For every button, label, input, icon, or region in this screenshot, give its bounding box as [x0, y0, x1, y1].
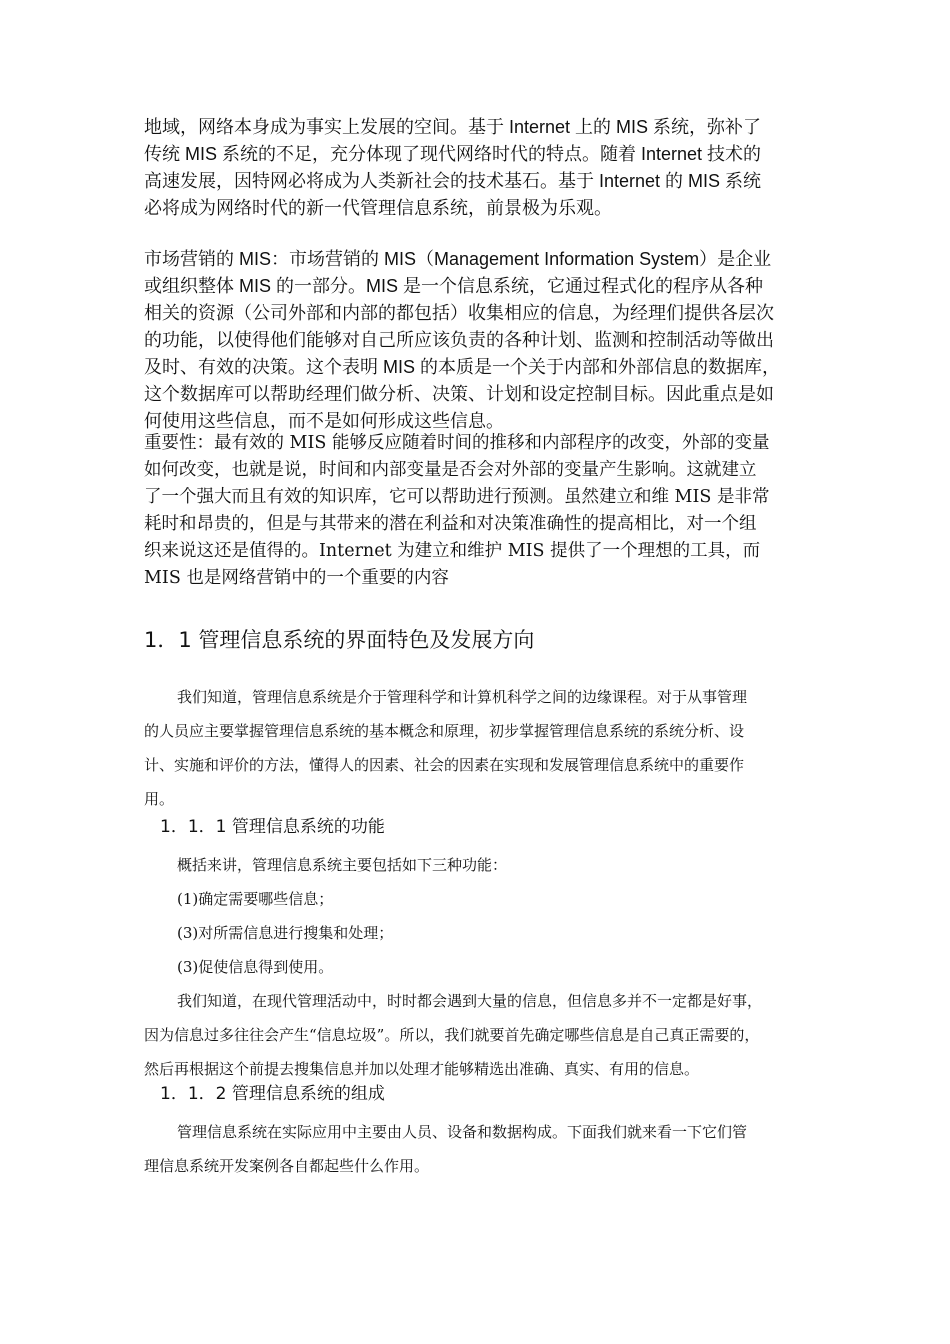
text-line: 管理信息系统在实际应用中主要由人员、设备和数据构成。下面我们就来看一下它们管	[177, 1123, 748, 1141]
text-line: 地域，网络本身成为事实上发展的空间。基于 Internet 上的 MIS 系统，弥补了	[144, 117, 762, 137]
text-line: 了一个强大而且有效的知识库，它可以帮助进行预测。虽然建立和维 MIS 是非常	[144, 487, 770, 507]
text-line: 用。	[144, 790, 175, 808]
text-line: 重要性：最有效的 MIS 能够反应随着时间的推移和内部程序的改变，外部的变量	[144, 433, 770, 453]
text-line: 的功能，以使得他们能够对自己所应该负责的各种计划、监测和控制活动等做出	[144, 330, 774, 350]
list-item: (3)对所需信息进行搜集和处理；	[177, 924, 394, 942]
text-line: 传统 MIS 系统的不足，充分体现了现代网络时代的特点。随着 Internet 技术的	[144, 144, 762, 164]
text-line: 织来说这还是值得的。Internet 为建立和维护 MIS 提供了一个理想的工具，而	[144, 541, 761, 561]
section-heading-1-1: 1．1 管理信息系统的界面特色及发展方向	[144, 628, 535, 652]
paragraph-marketing-mis	[144, 246, 808, 435]
text-line: 我们知道，管理信息系统是介于管理科学和计算机科学之间的边缘课程。对于从事管理	[177, 688, 748, 706]
text-line: 计、实施和评价的方法，懂得人的因素、社会的因素在实现和发展管理信息系统中的重要作	[144, 756, 745, 774]
text-line: 如何改变，也就是说，时间和内部变量是否会对外部的变量产生影响。这就建立	[144, 460, 757, 480]
functions-list	[177, 848, 507, 984]
text-line: 何使用这些信息，而不是如何形成这些信息。	[144, 411, 504, 431]
list-item: (3)促使信息得到使用。	[177, 958, 334, 976]
list-item: (1)确定需要哪些信息；	[177, 890, 334, 908]
paragraph-importance	[144, 430, 808, 592]
text-line: 市场营销的 MIS：市场营销的 MIS（Management Information System）是企业	[144, 249, 772, 269]
text-line: 相关的资源（公司外部和内部的都包括）收集相应的信息，为经理们提供各层次	[144, 303, 774, 323]
section-1-1-1-paragraph	[144, 984, 812, 1086]
section-heading-1-1-1: 1．1．1 管理信息系统的功能	[160, 817, 385, 837]
text-line: 我们知道，在现代管理活动中，时时都会遇到大量的信息，但信息多并不一定都是好事，	[177, 992, 763, 1010]
text-line: MIS 也是网络营销中的一个重要的内容	[144, 568, 449, 588]
text-line: 或组织整体 MIS 的一部分。MIS 是一个信息系统，它通过程式化的程序从各种	[144, 276, 764, 296]
text-line: 必将成为网络时代的新一代管理信息系统，前景极为乐观。	[144, 198, 612, 218]
section-1-1-paragraph	[144, 680, 812, 816]
text-line: 耗时和昂贵的，但是与其带来的潜在利益和对决策准确性的提高相比，对一个组	[144, 514, 757, 534]
text-line: 这个数据库可以帮助经理们做分析、决策、计划和设定控制目标。因此重点是如	[144, 384, 774, 404]
text-line: 的人员应主要掌握管理信息系统的基本概念和原理，初步掌握管理信息系统的系统分析、设	[144, 722, 745, 740]
text-line: 因为信息过多往往会产生“信息垃圾”。所以，我们就要首先确定哪些信息是自己真正需要的，	[144, 1026, 760, 1044]
section-1-1-2-paragraph	[144, 1115, 812, 1183]
section-heading-1-1-2: 1．1．2 管理信息系统的组成	[160, 1084, 385, 1104]
text-line: 然后再根据这个前提去搜集信息并加以处理才能够精选出准确、真实、有用的信息。	[144, 1060, 700, 1078]
text-line: 高速发展，因特网必将成为人类新社会的技术基石。基于 Internet 的 MIS 系统	[144, 171, 762, 191]
text-line: 理信息系统开发案例各自都起些什么作用。	[144, 1157, 430, 1175]
list-intro: 概括来讲，管理信息系统主要包括如下三种功能：	[177, 856, 508, 874]
text-line: 及时、有效的决策。这个表明 MIS 的本质是一个关于内部和外部信息的数据库，	[144, 357, 780, 377]
paragraph-internet-mis	[144, 114, 808, 222]
